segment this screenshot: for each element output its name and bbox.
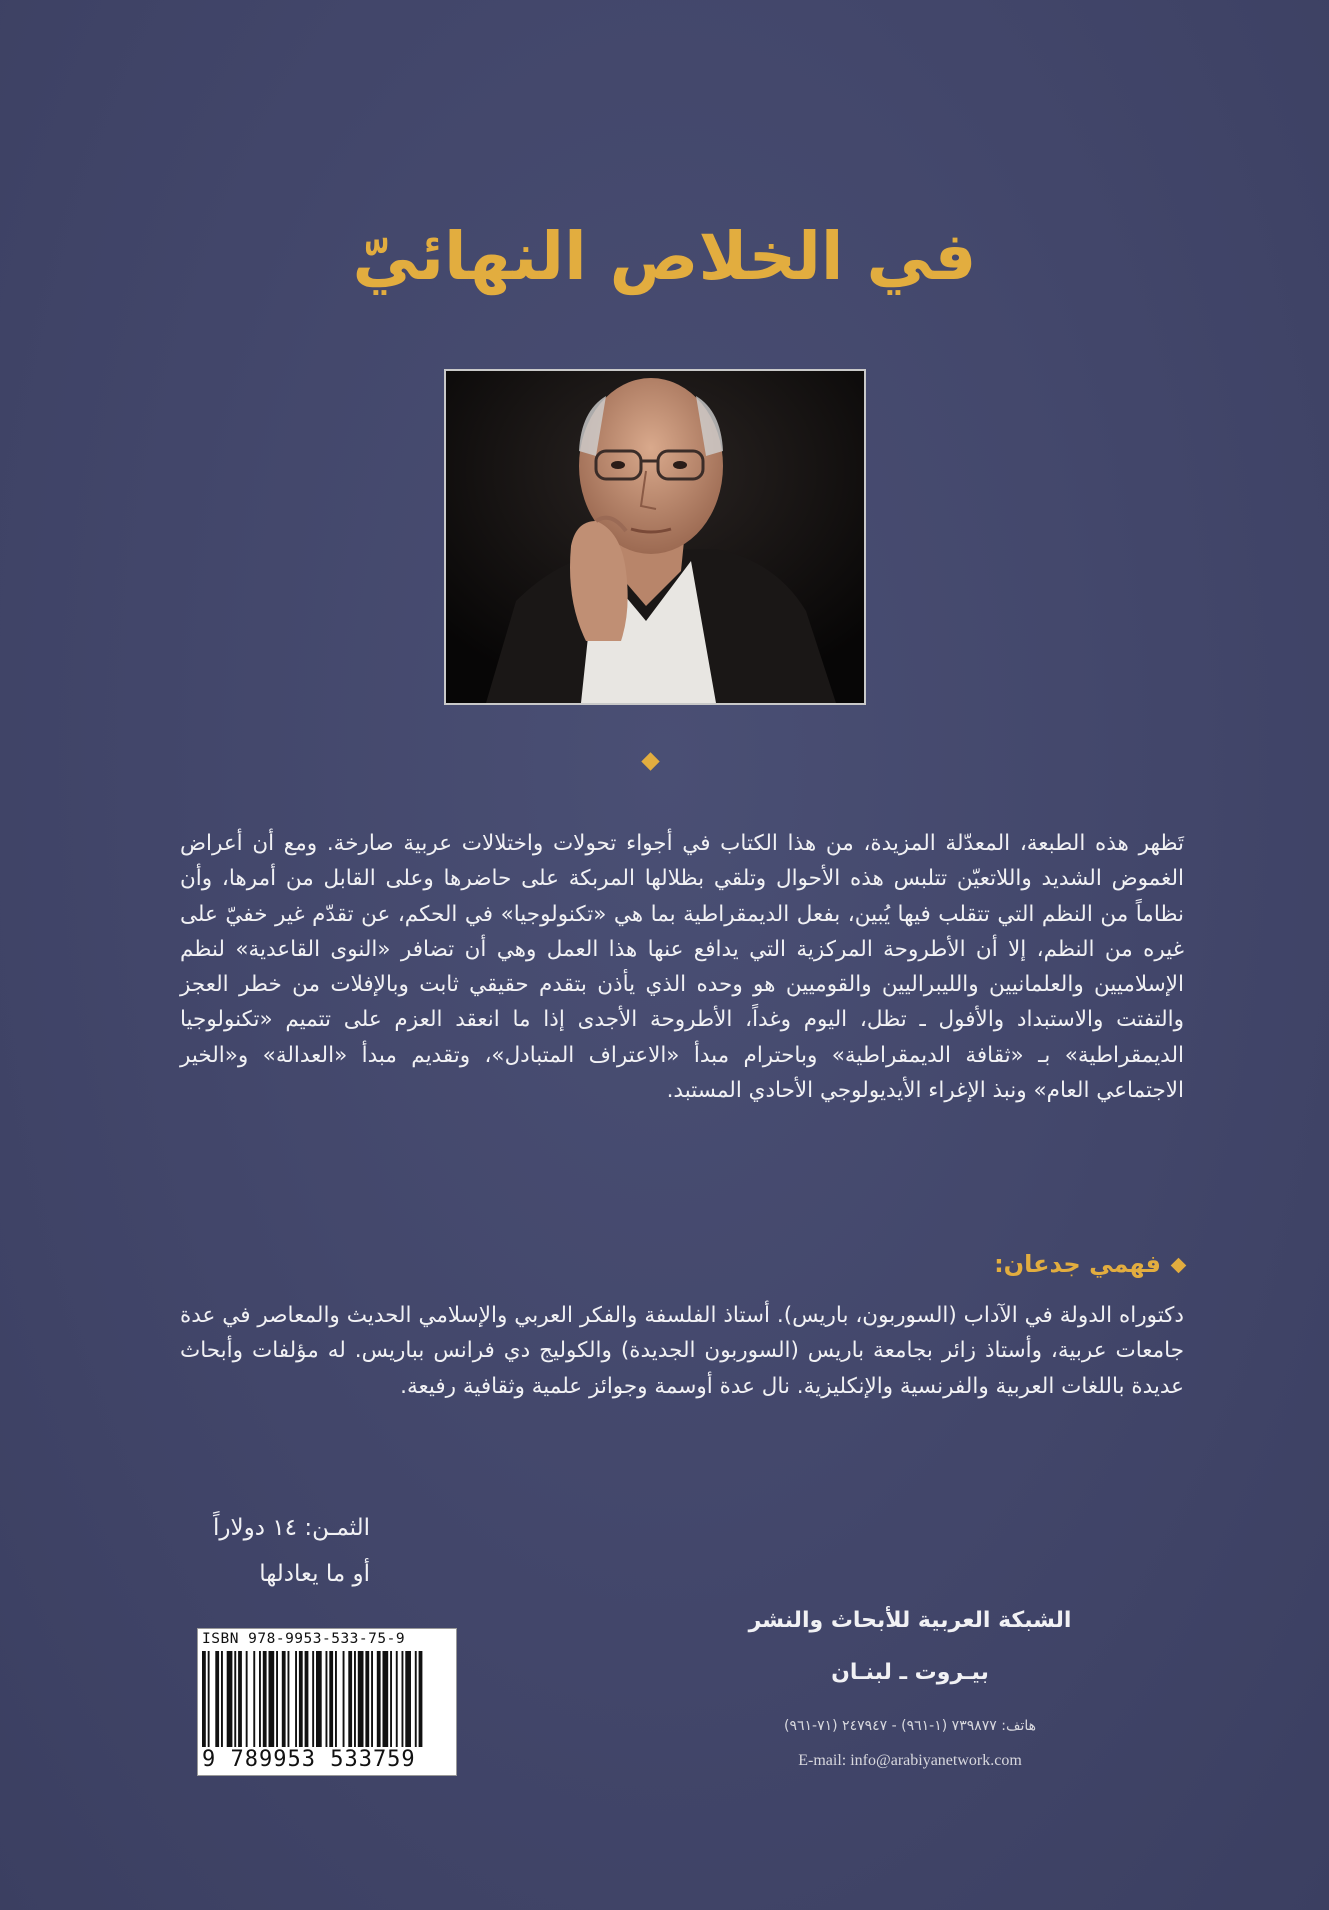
author-heading — [994, 1250, 1184, 1278]
isbn-barcode — [197, 1628, 457, 1776]
decorative-diamond-icon — [641, 752, 659, 770]
book-title: في الخلاص النهائيّ — [352, 218, 977, 295]
price-equivalent: أو ما يعادلها — [259, 1561, 370, 1587]
isbn-digits: 9 789953 533759 — [202, 1747, 416, 1772]
publisher-name: الشبكة العربية للأبحاث والنشر — [748, 1608, 1072, 1633]
publisher-email: E-mail: info@arabiyanetwork.com — [798, 1752, 1022, 1769]
isbn-label: ISBN 978-9953-533-75-9 — [202, 1631, 406, 1647]
publisher-phone: هاتف: ٧٣٩٨٧٧ (١-٩٦١) - ٢٤٧٩٤٧ (٧١-٩٦١) — [783, 1718, 1037, 1734]
diamond-bullet-icon — [1171, 1257, 1187, 1273]
author-name: فهمي جدعان: — [994, 1250, 1161, 1278]
author-photo — [444, 369, 866, 705]
barcode-bars-icon — [202, 1651, 452, 1747]
publisher-city: بيـروت ـ لبنـان — [831, 1660, 989, 1685]
price-block — [180, 1505, 370, 1597]
price-line: الثمـن: ١٤ دولاراً — [213, 1515, 370, 1541]
book-description: تَظهر هذه الطبعة، المعدّلة المزيدة، من هذا الكتاب في أجواء تحولات واختلالات عربية صارخة. ومع أن أعراض الغموض الشديد واللاتعيّن تتلبس هذه الأحوال وتلقي بظلالها المربكة على حاضرها وعلى القابل من أمرها، وأن نظاماً من النظم التي تتقلب فيها يُبين، بفعل الديمقراطية بما هي «تكنولوجيا» في الحكم، عن تقدّم غير خفيّ على غيره من النظم، إلا أن الأطروحة المركزية التي يدافع عنها هذا العمل وهي أن تضافر «النوى القاعدية» لنظم الإسلاميين والعلمانيين والليبراليين والقوميين هو وحده الذي يأذن بتقدم حقيقي ثابت وبالإفلات من خطر العجز والتفتت والاستبداد والأفول ـ تظل، اليوم وغداً، الأطروحة الأجدى إذا ما انعقد العزم على تتميم «تكنولوجيا الديمقراطية» بـ «ثقافة الديمقراطية» وباحترام مبدأ «الاعتراف المتبادل»، وتقديم مبدأ «العدالة» و«الخير الاجتماعي العام» ونبذ الإغراء الأيديولوجي الأحادي المستبد. — [180, 831, 1184, 1104]
author-bio: دكتوراه الدولة في الآداب (السوربون، باريس). أستاذ الفلسفة والفكر العربي والإسلامي الحديث والمعاصر في عدة جامعات عربية، وأستاذ زائر بجامعة باريس (السوربون الجديدة) والكوليج دي فرانس بباريس. له مؤلفات وأبحاث عديدة باللغات العربية والفرنسية والإنكليزية. نال عدة أوسمة وجوائز علمية وثقافية رفيعة. — [180, 1303, 1184, 1399]
